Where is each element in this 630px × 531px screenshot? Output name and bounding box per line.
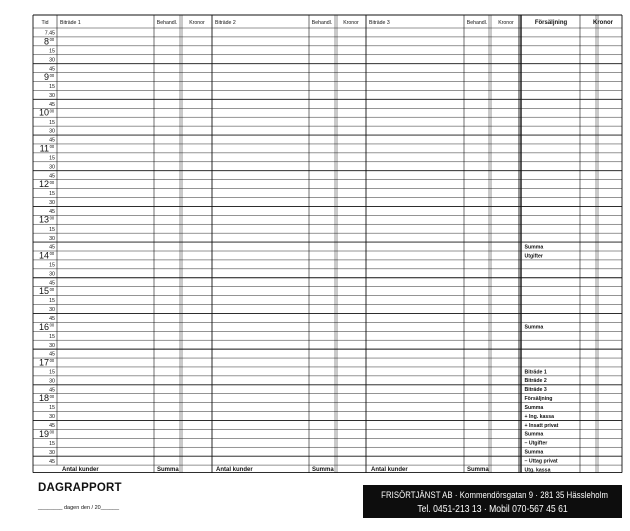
hour-suffix: 00 — [49, 179, 55, 185]
minute-label: 45 — [49, 209, 55, 215]
hour-label: 17 — [38, 357, 49, 368]
summary-label: Biträde 2 — [524, 378, 547, 385]
hour-label: 15 — [38, 286, 49, 297]
company-banner — [363, 485, 622, 518]
company-address: FRISÖRTJÄNST AB · Kommendörsgatan 9 · 281 35 Hässleholm — [381, 490, 608, 500]
header-bitrade-1: Biträde 1 — [60, 20, 81, 26]
header-behandl-3: Behandl. — [466, 20, 488, 26]
minute-label: 30 — [49, 449, 55, 456]
header-kronor-2: Kronor — [343, 20, 359, 26]
header-tid: Tid — [41, 20, 49, 26]
summary-label: Summa — [524, 244, 544, 251]
hour-suffix: 00 — [49, 251, 55, 257]
footer-antal-kunder-1: Antal kunder — [62, 466, 99, 473]
minute-label: 15 — [49, 48, 55, 55]
hour-suffix: 00 — [49, 72, 55, 78]
company-phone: Tel. 0451-213 13 · Mobil 070-567 45 61 — [417, 503, 568, 515]
hour-suffix: 00 — [49, 393, 55, 399]
minute-label: 30 — [49, 342, 55, 349]
hour-suffix: 00 — [49, 322, 55, 328]
header-behandl-1: Behandl. — [156, 20, 178, 26]
hour-suffix: 00 — [49, 286, 55, 292]
footer-summa-1: Summa — [157, 466, 179, 473]
footer-antal-kunder-3: Antal kunder — [371, 466, 408, 473]
minute-label: 30 — [49, 378, 55, 385]
minute-label: 45 — [49, 351, 55, 358]
summary-label: Biträde 3 — [524, 387, 547, 394]
header-kronor-3: Kronor — [498, 20, 514, 26]
summary-label: + Insatt privat — [524, 422, 559, 429]
minute-label: 45 — [49, 66, 55, 73]
hour-label: 9 — [43, 72, 49, 82]
minute-label: 45 — [49, 173, 55, 180]
minute-label: 15 — [49, 440, 55, 447]
hour-label: 18 — [38, 393, 49, 404]
hour-suffix: 00 — [49, 429, 55, 435]
minute-label: 15 — [49, 119, 55, 126]
minute-label: 15 — [49, 262, 55, 269]
hour-label: 14 — [38, 250, 49, 261]
hour-label: 12 — [38, 179, 49, 190]
minute-label: 15 — [49, 226, 55, 233]
hour-label: 16 — [38, 321, 49, 332]
summary-label: Försäljning — [524, 396, 553, 403]
minute-label: 30 — [49, 307, 55, 314]
hour-suffix: 00 — [49, 37, 55, 43]
hour-suffix: 00 — [49, 144, 55, 150]
time-label: 7.45 — [44, 30, 55, 37]
minute-label: 30 — [49, 235, 55, 242]
header-bitrade-3: Biträde 3 — [369, 20, 390, 26]
minute-label: 30 — [49, 200, 55, 207]
footer-summa-3: Summa — [467, 466, 489, 473]
minute-label: 15 — [49, 191, 55, 198]
header-kronor-1: Kronor — [189, 20, 205, 26]
minute-label: 30 — [49, 57, 55, 64]
summary-label: + Ing. kassa — [524, 413, 555, 420]
hour-label: 11 — [39, 143, 49, 154]
minute-label: 45 — [49, 101, 55, 108]
minute-label: 30 — [49, 271, 55, 278]
summary-label: Summa — [524, 431, 544, 438]
footer-antal-kunder-2: Antal kunder — [216, 466, 253, 473]
minute-label: 45 — [49, 387, 55, 394]
minute-label: 15 — [49, 155, 55, 162]
minute-label: 30 — [49, 414, 55, 421]
hour-label: 13 — [38, 214, 49, 225]
hour-suffix: 00 — [49, 108, 55, 114]
date-line: ________ dagen den / 20______ — [38, 505, 120, 511]
header-kronor-right: Kronor — [593, 20, 613, 26]
summary-label: Utg. kassa — [524, 467, 551, 474]
header-bitrade-2: Biträde 2 — [215, 20, 236, 26]
footer-summa-2: Summa — [312, 466, 334, 473]
page-title: DAGRAPPORT — [38, 482, 122, 494]
hour-suffix: 00 — [49, 358, 55, 364]
minute-label: 15 — [49, 298, 55, 305]
summary-label: – Utgifter — [524, 440, 548, 447]
minute-label: 30 — [49, 93, 55, 100]
summary-label: – Uttag privat — [524, 458, 558, 465]
minute-label: 15 — [49, 333, 55, 340]
summary-label: Utgifter — [524, 253, 543, 260]
minute-label: 45 — [49, 423, 55, 430]
hour-label: 8 — [43, 36, 49, 47]
minute-label: 30 — [49, 164, 55, 171]
summary-label: Biträde 1 — [524, 369, 547, 376]
hour-label: 19 — [38, 428, 49, 439]
minute-label: 45 — [49, 280, 55, 287]
minute-label: 45 — [49, 458, 55, 465]
minute-label: 15 — [49, 369, 55, 376]
minute-label: 15 — [49, 84, 55, 91]
hour-label: 10 — [38, 107, 49, 118]
minute-label: 45 — [49, 316, 55, 323]
minute-label: 45 — [49, 244, 55, 251]
header-forsaljning: Försäljning — [534, 20, 568, 26]
minute-label: 15 — [49, 405, 55, 412]
minute-label: 30 — [49, 128, 55, 135]
header-behandl-2: Behandl. — [311, 20, 333, 26]
hour-suffix: 00 — [49, 215, 55, 221]
summary-label: Summa — [524, 404, 544, 411]
summary-label: Summa — [524, 449, 544, 456]
minute-label: 45 — [49, 137, 55, 144]
summary-label: Summa — [524, 324, 544, 331]
